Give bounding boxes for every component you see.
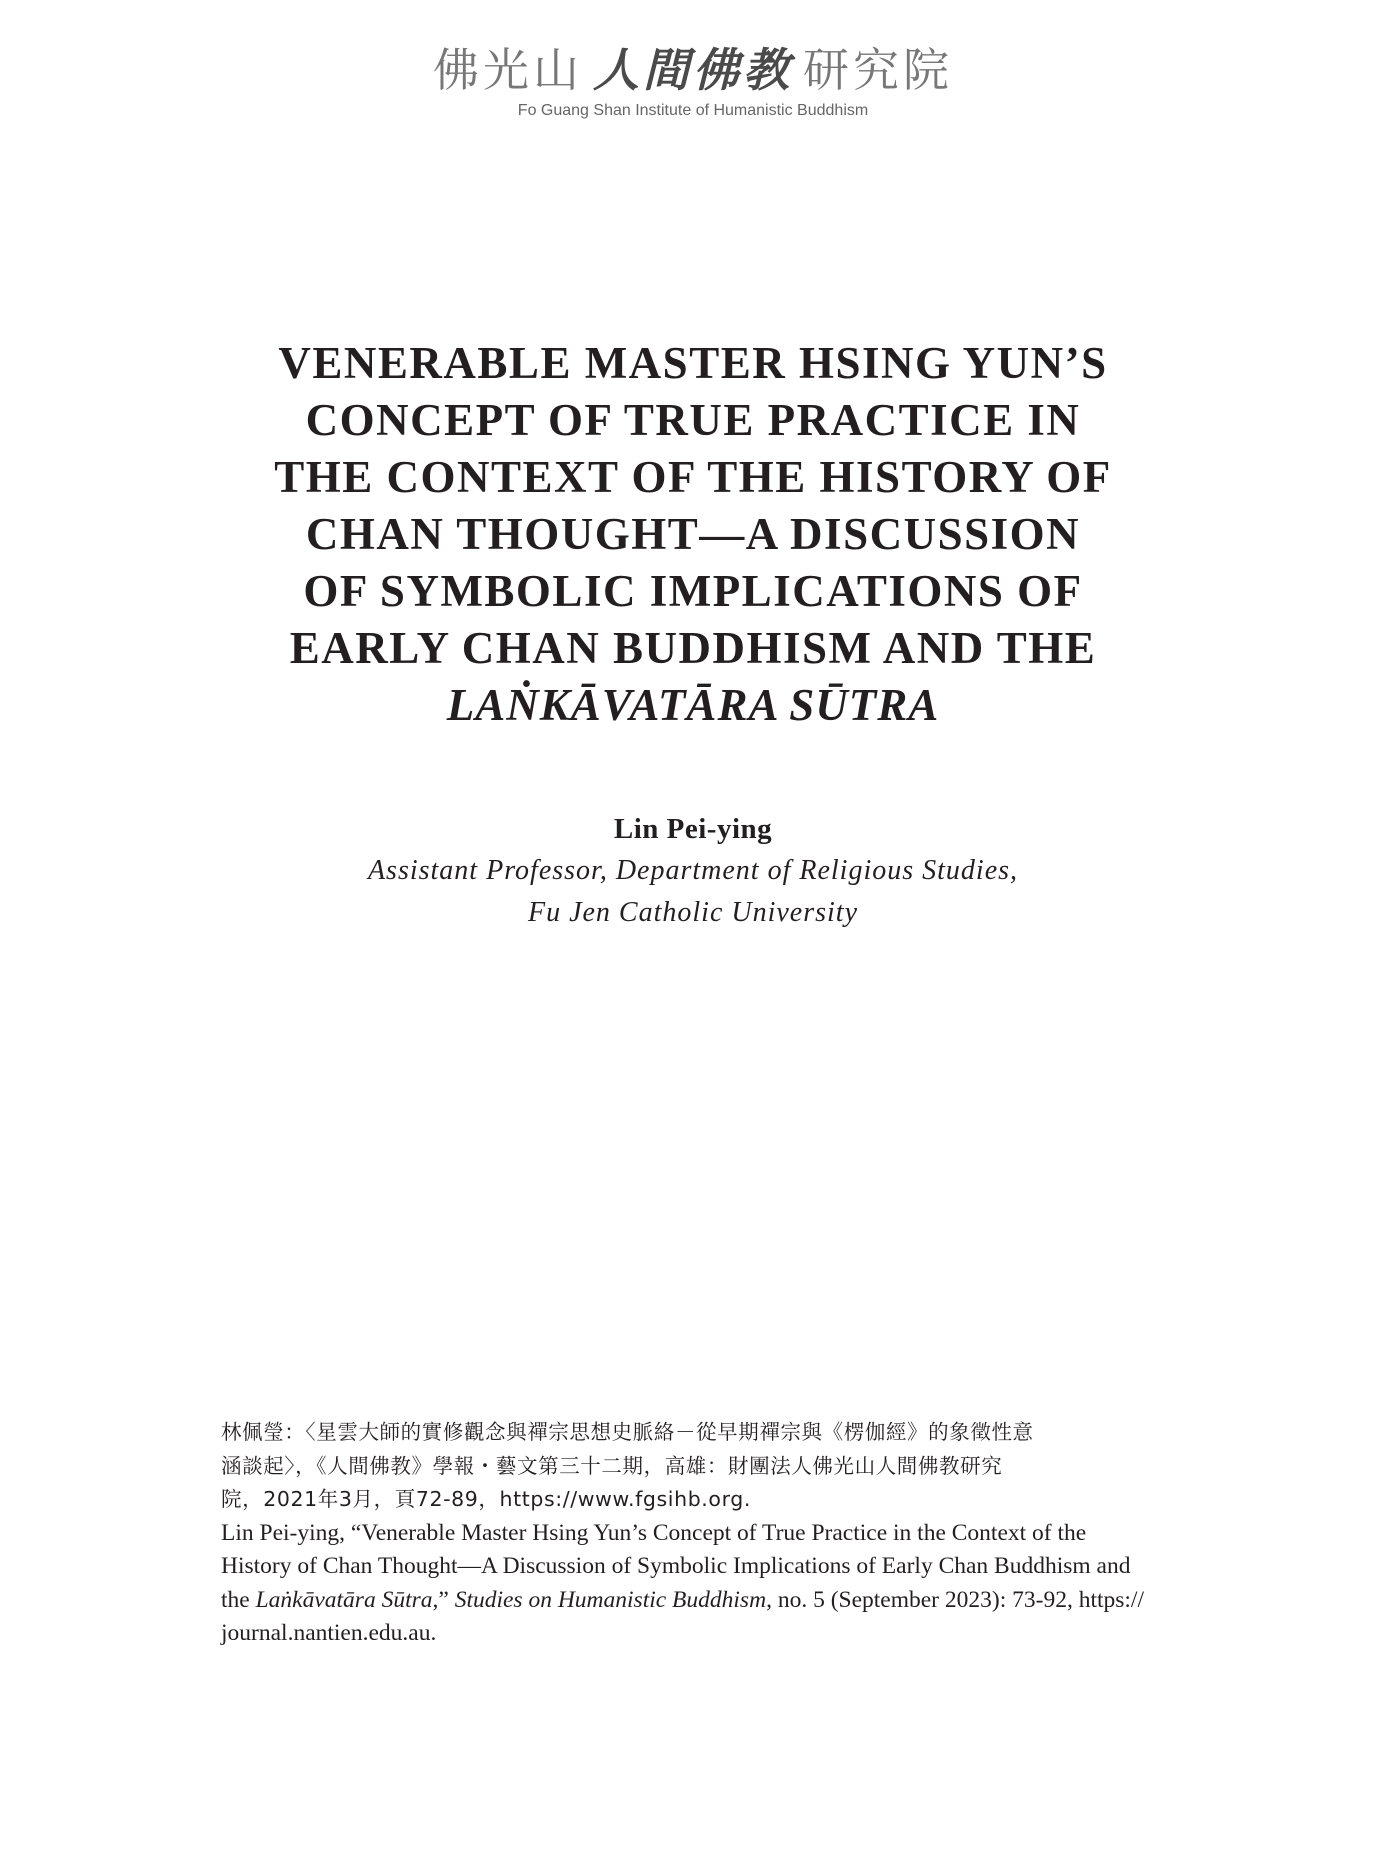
title-line-3: THE CONTEXT OF THE HISTORY OF: [274, 452, 1112, 502]
logo-part-institute: 研究院: [803, 43, 953, 97]
title-line-1: VENERABLE MASTER HSING YUN’S: [278, 338, 1108, 388]
title-line-italic: LAṄKĀVATĀRA SŪTRA: [446, 680, 940, 730]
citation-en-line-1: Lin Pei-ying, “Venerable Master Hsing Yun’s Concept of True Practice in the Context of the: [221, 1519, 1087, 1546]
paper-title: [150, 335, 1236, 734]
citation-en-line-2: History of Chan Thought—A Discussion of Symbolic Implications of Early Chan Buddhism and: [221, 1553, 1131, 1579]
citation-zh-line-1: 林佩瑩：〈星雲大師的實修觀念與禪宗思想史脈絡－從早期禪宗與《楞伽經》的象徵性意: [221, 1420, 1034, 1444]
author-affiliation-line-2: Fu Jen Catholic University: [527, 897, 859, 928]
citation-block: [221, 1416, 1211, 1651]
author-affiliation-line-1: Assistant Professor, Department of Religious Studies,: [367, 855, 1019, 886]
citation-en-text: the: [221, 1586, 256, 1613]
title-line-4: CHAN THOUGHT—A DISCUSSION: [305, 509, 1081, 559]
institute-english-name: Fo Guang Shan Institute of Humanistic Buddhism: [517, 102, 869, 119]
citation-zh-line-3: 院，2021年3月，頁72-89，https://www.fgsihb.org.: [221, 1487, 751, 1511]
citation-en-line-4: journal.nantien.edu.au.: [221, 1620, 437, 1646]
institute-header: [0, 40, 1386, 120]
title-line-5: OF SYMBOLIC IMPLICATIONS OF: [303, 566, 1083, 616]
title-line-6: EARLY CHAN BUDDHISM AND THE: [289, 623, 1097, 673]
citation-zh-line-2: 涵談起〉，《人間佛教》學報・藝文第三十二期，高雄：財團法人佛光山人間佛教研究: [221, 1453, 1003, 1478]
citation-journal-title: Studies on Humanistic Buddhism: [454, 1586, 767, 1613]
citation-sutra-title: Laṅkāvatāra Sūtra: [255, 1586, 433, 1613]
institute-logo: [0, 40, 1386, 100]
citation-en-text: ,”: [432, 1586, 455, 1613]
author-block: [150, 808, 1236, 934]
author-name: Lin Pei-ying: [613, 813, 773, 845]
logo-part-foguangshan: 佛光山: [433, 43, 583, 97]
title-line-2: CONCEPT OF TRUE PRACTICE IN: [305, 395, 1081, 445]
logo-part-humanistic-buddhism: 人間佛教: [593, 43, 793, 97]
citation-en-line-3: [221, 1584, 1211, 1618]
citation-en-text: , no. 5 (September 2023): 73-92, https://: [766, 1586, 1144, 1613]
